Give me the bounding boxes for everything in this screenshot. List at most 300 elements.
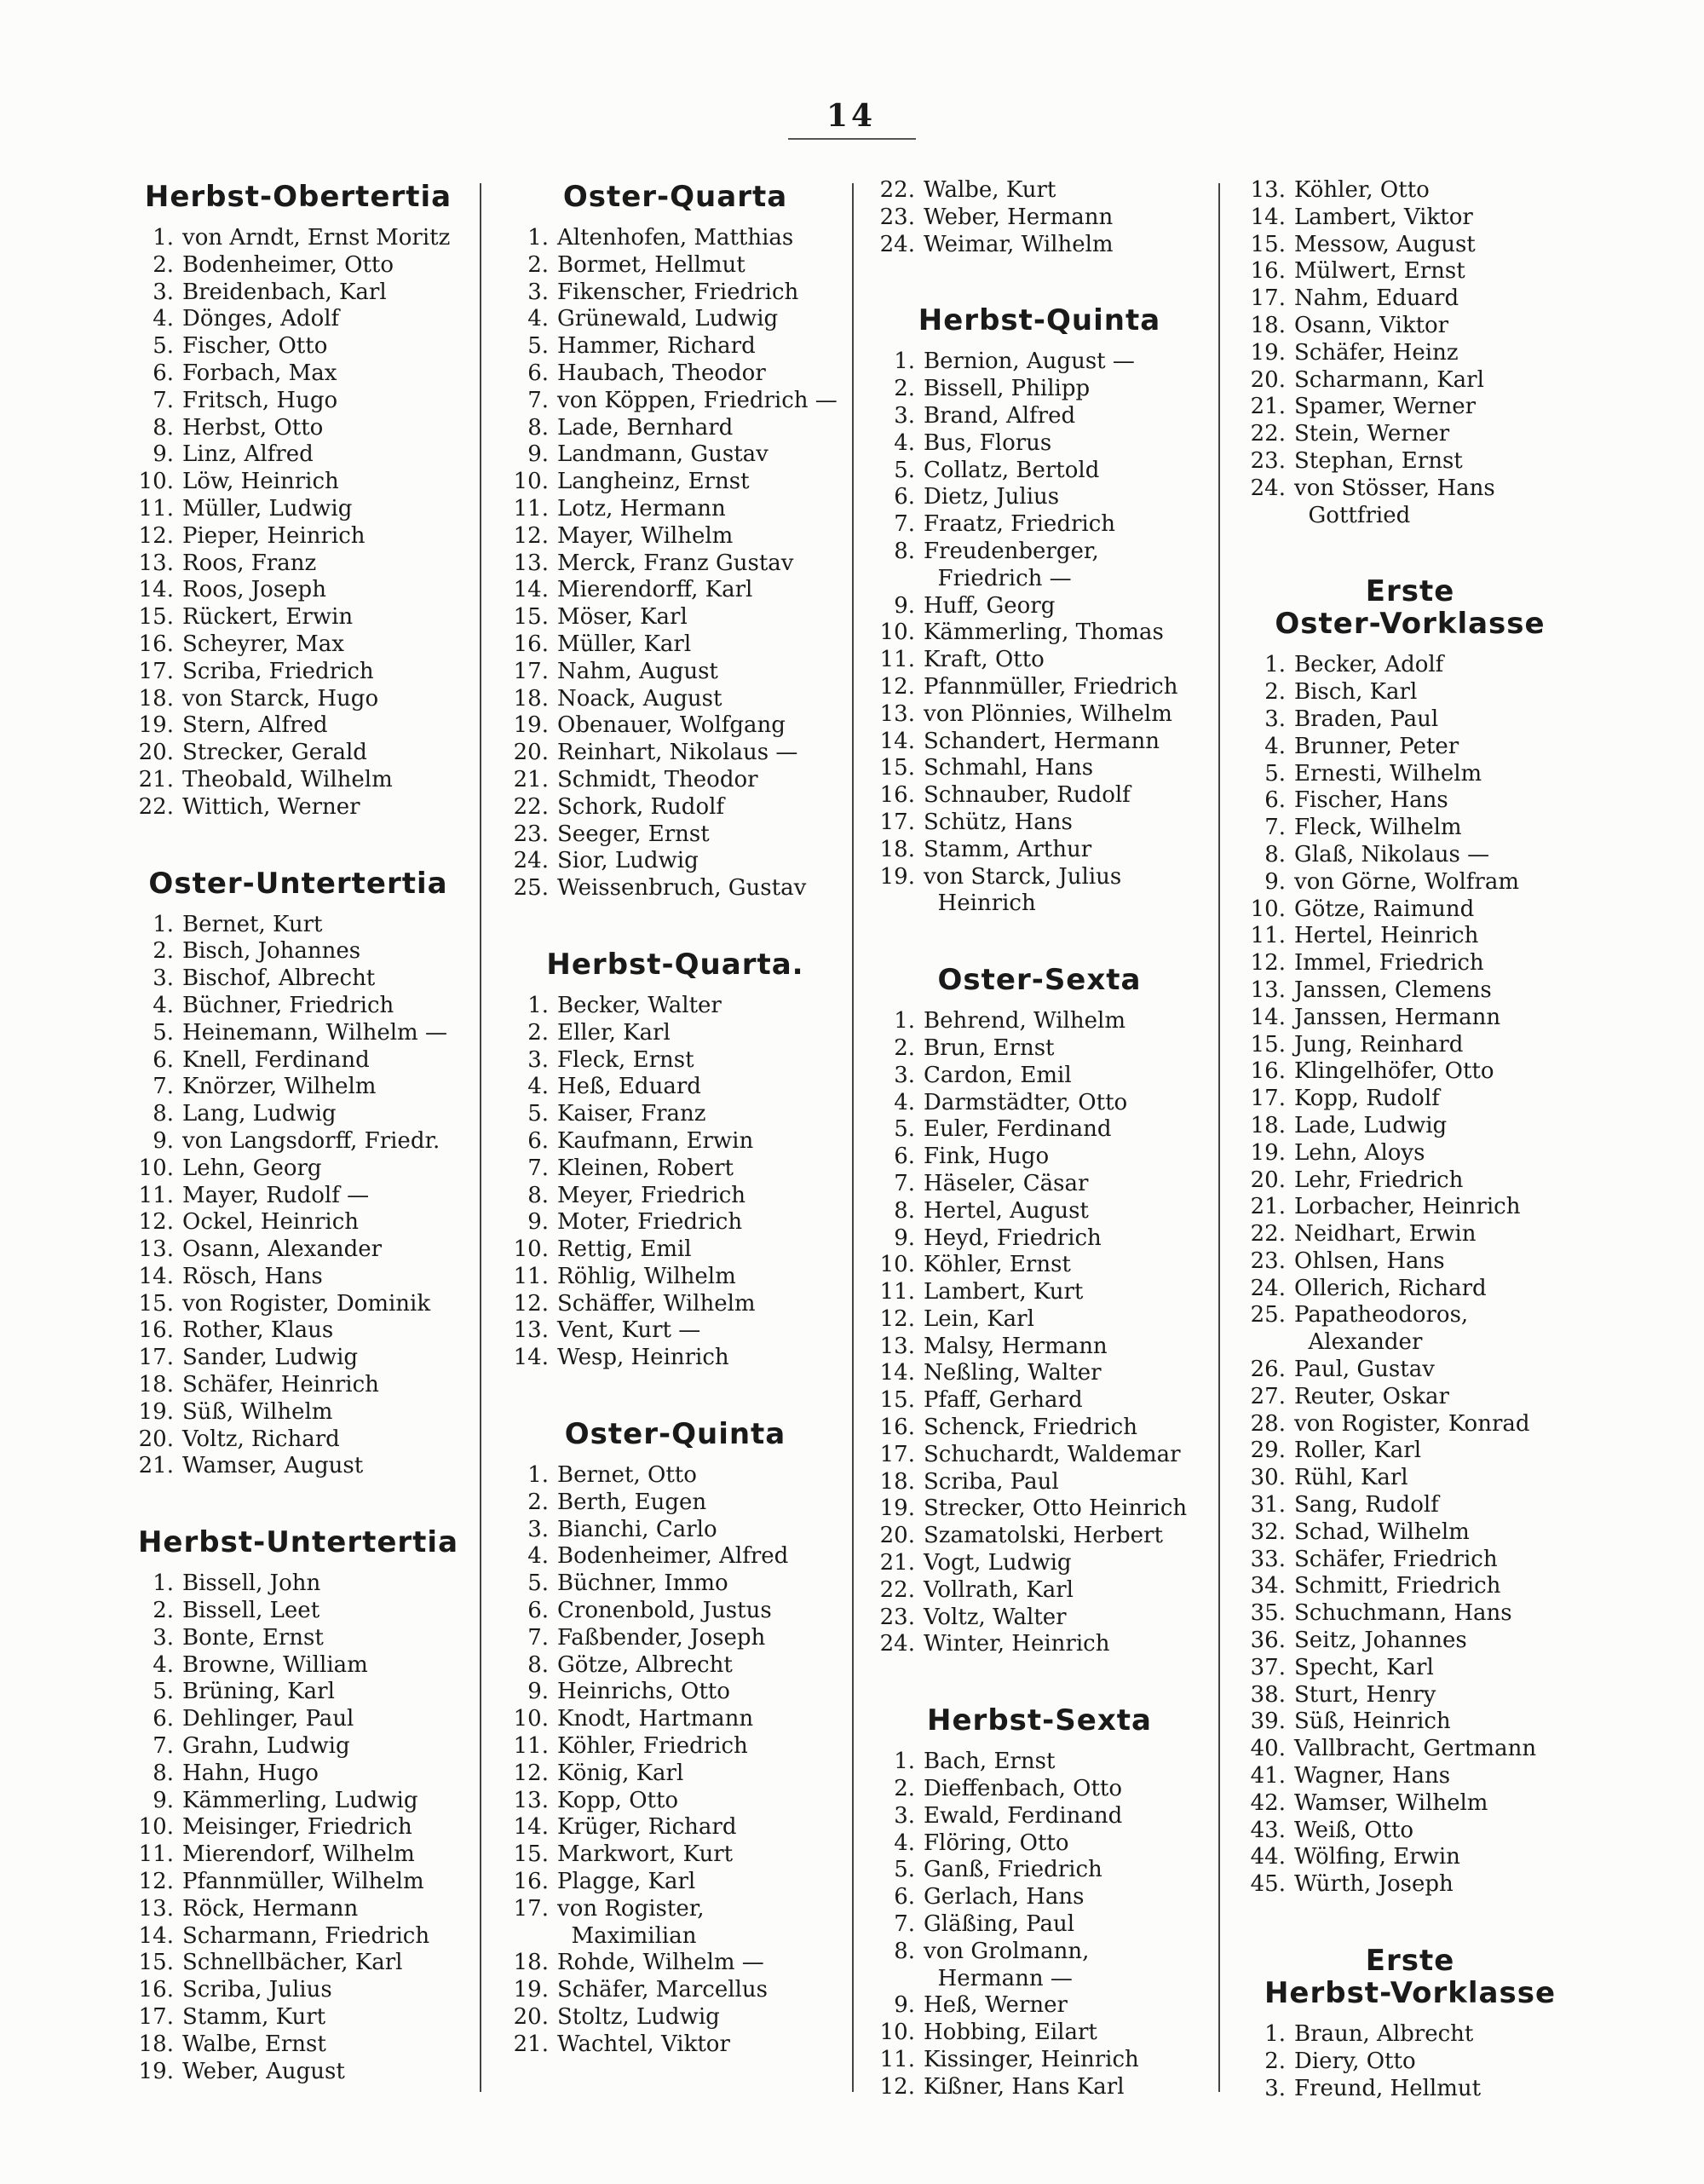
column-3 xyxy=(869,177,1210,2101)
entry-number: 9. xyxy=(1264,868,1286,895)
student-name: Fleck, Ernst xyxy=(557,1046,694,1073)
class-section xyxy=(503,181,848,902)
student-name: Bisch, Karl xyxy=(1294,679,1418,706)
list-item xyxy=(1240,734,1580,761)
list-item xyxy=(1240,842,1580,869)
student-name: Vent, Kurt — xyxy=(557,1317,701,1344)
entry-number: 10. xyxy=(138,469,174,495)
list-item xyxy=(869,1442,1210,1469)
list-item xyxy=(128,1760,469,1788)
student-name: Schnellbächer, Karl xyxy=(182,1950,403,1976)
student-name: Brand, Alfred xyxy=(924,402,1076,429)
entry-number: 5. xyxy=(153,333,174,360)
student-name: Fleck, Wilhelm xyxy=(1294,815,1462,841)
entry-number: 10. xyxy=(138,1814,174,1841)
student-name: Walbe, Ernst xyxy=(182,2031,326,2057)
list-item xyxy=(128,360,469,388)
section-title xyxy=(503,181,848,213)
list-item xyxy=(1240,1302,1580,1357)
list-item xyxy=(869,2074,1210,2101)
class-section xyxy=(1240,177,1580,529)
student-name: Bormet, Hellmut xyxy=(557,251,746,278)
student-name: Bissell, Leet xyxy=(182,1598,320,1624)
entry-number: 11. xyxy=(879,2047,915,2073)
student-name: Weber, Hermann xyxy=(924,204,1114,230)
student-name: Dieffenbach, Otto xyxy=(924,1776,1122,1802)
list-item xyxy=(1240,448,1580,475)
student-name: Büchner, Friedrich xyxy=(182,992,394,1018)
student-name: Vogt, Ludwig xyxy=(924,1550,1072,1576)
entry-number: 22. xyxy=(513,793,549,820)
entry-number: 10. xyxy=(1250,896,1286,922)
list-item xyxy=(869,1252,1210,1279)
student-name: Hammer, Richard xyxy=(557,333,756,360)
list-item xyxy=(503,1047,848,1075)
entry-number: 9. xyxy=(153,1787,174,1813)
student-name: Voltz, Walter xyxy=(924,1604,1067,1630)
student-name: Gerlach, Hans xyxy=(924,1884,1085,1910)
entry-number: 14. xyxy=(1250,204,1286,230)
entry-number: 11. xyxy=(138,495,174,522)
list-item xyxy=(869,1198,1210,1225)
student-list xyxy=(503,1462,848,2059)
entry-number: 7. xyxy=(153,1733,174,1760)
entry-number: 16. xyxy=(513,631,549,657)
list-item xyxy=(503,577,848,604)
student-name: Behrend, Wilhelm xyxy=(924,1008,1125,1034)
student-name: Freudenberger, Friedrich — xyxy=(924,538,1099,591)
list-item xyxy=(503,993,848,1020)
list-item xyxy=(1240,1818,1580,1845)
student-name: Glaß, Nikolaus — xyxy=(1294,841,1490,867)
list-item xyxy=(869,539,1210,593)
student-name: von Rogister, Maximilian xyxy=(557,1895,705,1949)
student-name: Euler, Ferdinand xyxy=(924,1116,1112,1143)
list-item xyxy=(128,1183,469,1210)
entry-number: 16. xyxy=(138,1317,174,1344)
entry-number: 36. xyxy=(1250,1628,1286,1654)
student-name: Götze, Albrecht xyxy=(557,1651,733,1678)
student-name: Röhlig, Wilhelm xyxy=(557,1263,736,1289)
section-title xyxy=(128,1526,469,1559)
list-item xyxy=(503,1869,848,1896)
entry-number: 7. xyxy=(527,1155,549,1181)
student-list xyxy=(503,225,848,902)
student-name: Schäffer, Wilhelm xyxy=(557,1290,756,1317)
entry-number: 23. xyxy=(513,821,549,847)
entry-number: 3. xyxy=(153,1624,174,1651)
list-item xyxy=(503,1598,848,1625)
student-list xyxy=(1240,652,1580,1899)
student-name: Osann, Viktor xyxy=(1294,312,1449,338)
entry-number: 13. xyxy=(513,1317,549,1344)
list-item xyxy=(869,1992,1210,2020)
student-name: König, Karl xyxy=(557,1760,684,1786)
list-item xyxy=(869,1857,1210,1884)
entry-number: 20. xyxy=(1250,366,1286,393)
student-name: Huff, Georg xyxy=(924,592,1056,619)
section-title xyxy=(1240,1945,1580,2009)
entry-number: 41. xyxy=(1250,1763,1286,1789)
entry-number: 14. xyxy=(513,577,549,603)
list-item xyxy=(869,1939,1210,1993)
entry-number: 22. xyxy=(138,793,174,820)
list-item xyxy=(128,1047,469,1075)
student-list xyxy=(128,1570,469,2085)
entry-number: 21. xyxy=(138,1453,174,1479)
student-name: Schäfer, Marcellus xyxy=(557,1977,768,2003)
student-name: Eller, Karl xyxy=(557,1019,671,1046)
student-name: Lotz, Hermann xyxy=(557,495,726,522)
student-name: Scharmann, Friedrich xyxy=(182,1922,430,1949)
entry-number: 22. xyxy=(1250,421,1286,447)
student-name: Fischer, Otto xyxy=(182,333,328,360)
list-item xyxy=(869,619,1210,647)
entry-number: 3. xyxy=(1264,2075,1286,2101)
list-item xyxy=(128,279,469,307)
section-title-line: Oster-Quinta xyxy=(564,1417,786,1452)
section-title xyxy=(869,1704,1210,1737)
student-name: Wamser, August xyxy=(182,1453,364,1479)
entry-number: 5. xyxy=(153,1679,174,1705)
list-item xyxy=(503,794,848,821)
student-name: Strecker, Gerald xyxy=(182,740,367,766)
entry-number: 16. xyxy=(879,1415,915,1441)
list-item xyxy=(128,1869,469,1896)
list-item xyxy=(869,701,1210,729)
entry-number: 20. xyxy=(138,740,174,766)
entry-number: 13. xyxy=(138,550,174,576)
entry-number: 3. xyxy=(527,1046,549,1073)
list-item xyxy=(128,912,469,939)
list-item xyxy=(503,821,848,849)
list-item xyxy=(1240,1276,1580,1303)
list-item xyxy=(1240,340,1580,367)
entry-number: 14. xyxy=(1250,1004,1286,1030)
entry-number: 19. xyxy=(879,1495,915,1522)
entry-number: 30. xyxy=(1250,1465,1286,1491)
entry-number: 11. xyxy=(513,1733,549,1760)
entry-number: 19. xyxy=(513,1977,549,2003)
section-title xyxy=(869,964,1210,996)
entry-number: 4. xyxy=(153,992,174,1018)
entry-number: 5. xyxy=(894,457,915,483)
student-name: Sior, Ludwig xyxy=(557,848,699,874)
student-name: Ernesti, Wilhelm xyxy=(1294,760,1482,787)
student-name: Voltz, Richard xyxy=(182,1426,340,1452)
entry-number: 3. xyxy=(527,279,549,305)
student-name: Süß, Wilhelm xyxy=(182,1398,333,1425)
student-list xyxy=(128,225,469,821)
entry-number: 18. xyxy=(138,2031,174,2057)
student-name: Schütz, Hans xyxy=(924,809,1073,835)
student-name: Kaiser, Franz xyxy=(557,1101,706,1127)
list-item xyxy=(503,306,848,333)
entry-number: 28. xyxy=(1250,1410,1286,1437)
student-name: Wölfing, Erwin xyxy=(1294,1844,1460,1870)
student-name: Bonte, Ernst xyxy=(182,1624,324,1651)
list-item xyxy=(869,864,1210,919)
list-item xyxy=(128,1625,469,1652)
student-name: Knodt, Hartmann xyxy=(557,1706,754,1732)
entry-number: 8. xyxy=(1264,841,1286,867)
list-item xyxy=(503,360,848,388)
list-item xyxy=(869,1063,1210,1090)
list-item xyxy=(503,441,848,469)
student-name: Spamer, Werner xyxy=(1294,394,1477,420)
student-name: Mierendorff, Karl xyxy=(557,577,753,603)
entry-number: 5. xyxy=(1264,760,1286,787)
list-item xyxy=(869,1495,1210,1523)
entry-number: 9. xyxy=(894,592,915,619)
student-name: Kissinger, Heinrich xyxy=(924,2047,1139,2073)
list-item xyxy=(1240,1547,1580,1574)
entry-number: 23. xyxy=(1250,447,1286,474)
list-item xyxy=(128,1841,469,1869)
list-item xyxy=(128,1453,469,1480)
student-name: Strecker, Otto Heinrich xyxy=(924,1495,1188,1522)
entry-number: 12. xyxy=(1250,950,1286,977)
entry-number: 3. xyxy=(894,1062,915,1088)
student-name: Becker, Adolf xyxy=(1294,652,1444,678)
entry-number: 37. xyxy=(1250,1654,1286,1680)
list-item xyxy=(503,1950,848,1977)
entry-number: 22. xyxy=(879,1576,915,1603)
entry-number: 9. xyxy=(153,1127,174,1154)
list-item xyxy=(869,1577,1210,1605)
list-item xyxy=(128,1896,469,1923)
list-item xyxy=(869,1035,1210,1063)
list-item xyxy=(503,252,848,279)
student-name: Haubach, Theodor xyxy=(557,360,766,386)
list-item xyxy=(128,794,469,821)
student-name: Scharmann, Karl xyxy=(1294,366,1484,393)
entry-number: 16. xyxy=(1250,1058,1286,1085)
list-item xyxy=(503,469,848,496)
entry-number: 24. xyxy=(1250,1275,1286,1301)
list-item xyxy=(1240,205,1580,232)
list-item xyxy=(1240,923,1580,950)
student-name: Faßbender, Joseph xyxy=(557,1624,766,1651)
section-gap xyxy=(1240,1899,1580,1941)
student-list xyxy=(869,349,1210,918)
list-item xyxy=(503,1128,848,1155)
student-name: Lehn, Georg xyxy=(182,1155,322,1181)
entry-number: 14. xyxy=(879,1360,915,1386)
list-item xyxy=(869,511,1210,539)
student-name: Ollerich, Richard xyxy=(1294,1275,1487,1301)
list-item xyxy=(1240,896,1580,924)
entry-number: 15. xyxy=(138,1290,174,1317)
student-name: Berth, Eugen xyxy=(557,1489,707,1515)
list-item xyxy=(503,1236,848,1264)
section-title-line: Herbst-Quarta. xyxy=(546,947,804,982)
list-item xyxy=(869,1523,1210,1550)
student-list xyxy=(869,1749,1210,2100)
list-item xyxy=(128,965,469,993)
list-item xyxy=(128,1706,469,1733)
list-item xyxy=(503,875,848,902)
student-name: Kämmerling, Ludwig xyxy=(182,1787,418,1813)
list-item xyxy=(1240,1628,1580,1655)
list-item xyxy=(1240,1519,1580,1547)
student-name: Brun, Ernst xyxy=(924,1034,1055,1061)
student-name: Specht, Karl xyxy=(1294,1654,1434,1680)
entry-number: 4. xyxy=(894,429,915,456)
section-gap xyxy=(1240,529,1580,572)
list-item xyxy=(503,1733,848,1760)
student-name: Lade, Bernhard xyxy=(557,414,734,441)
list-item xyxy=(1240,1140,1580,1167)
student-name: Rühl, Karl xyxy=(1294,1465,1408,1491)
student-name: Mayer, Rudolf — xyxy=(182,1182,370,1208)
student-list xyxy=(503,993,848,1372)
entry-number: 34. xyxy=(1250,1573,1286,1599)
list-item xyxy=(503,1706,848,1733)
entry-number: 11. xyxy=(138,1841,174,1868)
student-name: Dietz, Julius xyxy=(924,484,1060,510)
section-title xyxy=(128,867,469,900)
student-name: Lade, Ludwig xyxy=(1294,1112,1448,1138)
entry-number: 4. xyxy=(894,1830,915,1856)
student-name: Becker, Walter xyxy=(557,992,722,1018)
student-name: Mierendorf, Wilhelm xyxy=(182,1841,415,1868)
student-name: Schmahl, Hans xyxy=(924,755,1094,781)
student-name: Krüger, Richard xyxy=(557,1814,737,1841)
student-name: Rettig, Emil xyxy=(557,1236,692,1263)
student-name: Schäfer, Heinrich xyxy=(182,1372,379,1398)
student-name: Malsy, Hermann xyxy=(924,1333,1108,1359)
student-name: Gläßing, Paul xyxy=(924,1911,1075,1938)
student-name: Rückert, Erwin xyxy=(182,604,354,631)
entry-number: 13. xyxy=(138,1895,174,1922)
entry-number: 2. xyxy=(527,1019,549,1046)
student-name: Schandert, Hermann xyxy=(924,728,1160,754)
student-name: Pfannmüller, Wilhelm xyxy=(182,1869,424,1895)
entry-number: 13. xyxy=(513,550,549,576)
list-item xyxy=(869,729,1210,756)
section-title-line: Herbst-Vorklasse xyxy=(1264,1976,1557,2011)
list-item xyxy=(128,938,469,965)
entry-number: 10. xyxy=(879,1252,915,1278)
list-item xyxy=(503,1977,848,2004)
list-item xyxy=(869,647,1210,674)
entry-number: 22. xyxy=(1250,1221,1286,1248)
list-item xyxy=(128,686,469,713)
student-name: von Plönnies, Wilhelm xyxy=(924,700,1172,727)
student-name: Knell, Ferdinand xyxy=(182,1046,370,1073)
column-1 xyxy=(128,177,469,2085)
entry-number: 17. xyxy=(879,809,915,835)
student-name: Lambert, Kurt xyxy=(924,1279,1084,1305)
list-item xyxy=(1240,1384,1580,1411)
student-name: von Stösser, Hans Gottfried xyxy=(1294,475,1495,528)
student-name: Freund, Hellmut xyxy=(1294,2075,1482,2101)
list-item xyxy=(503,496,848,523)
entry-number: 7. xyxy=(527,387,549,413)
list-item xyxy=(128,1074,469,1101)
student-name: Noack, August xyxy=(557,685,722,712)
list-item xyxy=(128,225,469,252)
list-item xyxy=(869,1387,1210,1415)
entry-number: 12. xyxy=(513,1760,549,1786)
section-title-line: Herbst-Obertertia xyxy=(144,180,452,214)
entry-number: 18. xyxy=(879,1468,915,1495)
entry-number: 33. xyxy=(1250,1546,1286,1572)
student-name: Bissell, John xyxy=(182,1570,321,1597)
list-item xyxy=(869,376,1210,403)
entry-number: 4. xyxy=(527,1074,549,1100)
student-name: Mülwert, Ernst xyxy=(1294,258,1465,285)
student-name: Grünewald, Ludwig xyxy=(557,306,779,332)
student-name: Rösch, Hans xyxy=(182,1263,323,1289)
section-gap xyxy=(503,902,848,945)
entry-number: 18. xyxy=(138,1372,174,1398)
section-title xyxy=(503,1418,848,1450)
student-name: Janssen, Clemens xyxy=(1294,977,1492,1003)
student-name: Lambert, Viktor xyxy=(1294,204,1473,230)
entry-number: 6. xyxy=(153,360,174,386)
list-item xyxy=(503,1264,848,1291)
entry-number: 6. xyxy=(527,1598,549,1624)
student-name: von Görne, Wolfram xyxy=(1294,868,1519,895)
student-name: Kraft, Otto xyxy=(924,647,1045,673)
list-item xyxy=(128,496,469,523)
entry-number: 12. xyxy=(879,2073,915,2100)
section-title-line: Herbst-Sexta xyxy=(927,1703,1152,1738)
entry-number: 14. xyxy=(138,577,174,603)
entry-number: 14. xyxy=(138,1922,174,1949)
student-name: Jung, Reinhard xyxy=(1294,1031,1464,1057)
student-name: Hertel, August xyxy=(924,1197,1089,1224)
student-list xyxy=(869,177,1210,258)
section-gap xyxy=(503,1372,848,1415)
list-item xyxy=(128,1291,469,1318)
list-item xyxy=(128,441,469,469)
entry-number: 16. xyxy=(138,1977,174,2003)
entry-number: 11. xyxy=(513,495,549,522)
entry-number: 24. xyxy=(879,1631,915,1657)
student-name: Darmstädter, Otto xyxy=(924,1089,1128,1115)
list-item xyxy=(503,1760,848,1788)
entry-number: 9. xyxy=(527,441,549,468)
student-name: Ohlsen, Hans xyxy=(1294,1248,1445,1274)
list-item xyxy=(128,1814,469,1841)
list-item xyxy=(1240,313,1580,340)
student-name: Würth, Joseph xyxy=(1294,1871,1454,1898)
class-section xyxy=(1240,1945,1580,2102)
student-name: Kopp, Rudolf xyxy=(1294,1086,1440,1112)
section-title-line: Oster-Sexta xyxy=(937,963,1142,998)
student-name: Bissell, Philipp xyxy=(924,376,1091,402)
section-gap xyxy=(128,1480,469,1523)
student-name: Röck, Hermann xyxy=(182,1895,359,1922)
list-item xyxy=(128,1733,469,1760)
entry-number: 5. xyxy=(527,333,549,360)
entry-number: 26. xyxy=(1250,1357,1286,1383)
list-item xyxy=(503,1841,848,1869)
entry-number: 43. xyxy=(1250,1817,1286,1843)
list-item xyxy=(503,1209,848,1236)
list-item xyxy=(503,2004,848,2031)
section-title-line: Herbst-Untertertia xyxy=(137,1525,459,1560)
student-name: Roos, Joseph xyxy=(182,577,326,603)
list-item xyxy=(128,1372,469,1399)
entry-number: 19. xyxy=(138,2058,174,2084)
entry-number: 11. xyxy=(879,647,915,673)
student-name: Bianchi, Carlo xyxy=(557,1516,717,1542)
entry-number: 5. xyxy=(527,1570,549,1597)
